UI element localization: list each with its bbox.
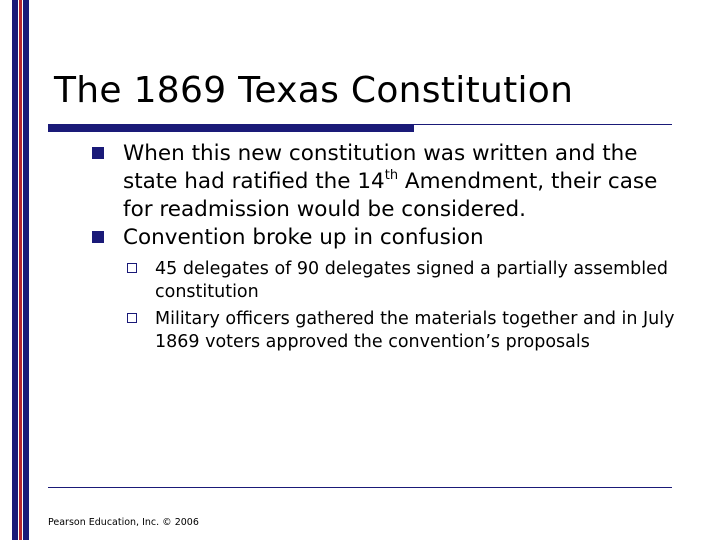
footer-rule: [48, 487, 672, 488]
filled-square-bullet-icon: [92, 231, 104, 243]
bullet-text-part: When this new constitution was written and the state had ratified the 14: [123, 141, 638, 194]
hollow-square-bullet-icon: [127, 263, 137, 273]
footer-copyright: Pearson Education, Inc. © 2006: [48, 517, 199, 528]
title-underline-bar: [48, 124, 414, 132]
sub-bullet-text: Military officers gathered the materials together and in July 1869 voters approved the convention’s proposals: [155, 309, 675, 352]
bullet-item: [92, 140, 692, 224]
left-border-stripe-navy-inner: [23, 0, 29, 540]
sub-bullet-item: [127, 308, 692, 354]
sub-bullet-item: [127, 258, 692, 304]
sub-bullet-text: 45 delegates of 90 delegates signed a partially assembled constitution: [155, 259, 669, 302]
bullet-list: [92, 140, 692, 354]
ordinal-superscript: th: [384, 168, 399, 183]
title-underline-rule: [414, 124, 672, 125]
bullet-text-part: Amendment, their case for readmission would be considered.: [123, 169, 658, 222]
left-border-stripe-navy: [12, 0, 18, 540]
bullet-text: Convention broke up in confusion: [123, 225, 484, 250]
slide-title: The 1869 Texas Constitution: [54, 70, 574, 111]
left-border-stripe-red: [19, 0, 22, 540]
filled-square-bullet-icon: [92, 147, 104, 159]
hollow-square-bullet-icon: [127, 313, 137, 323]
bullet-item: [92, 224, 692, 252]
